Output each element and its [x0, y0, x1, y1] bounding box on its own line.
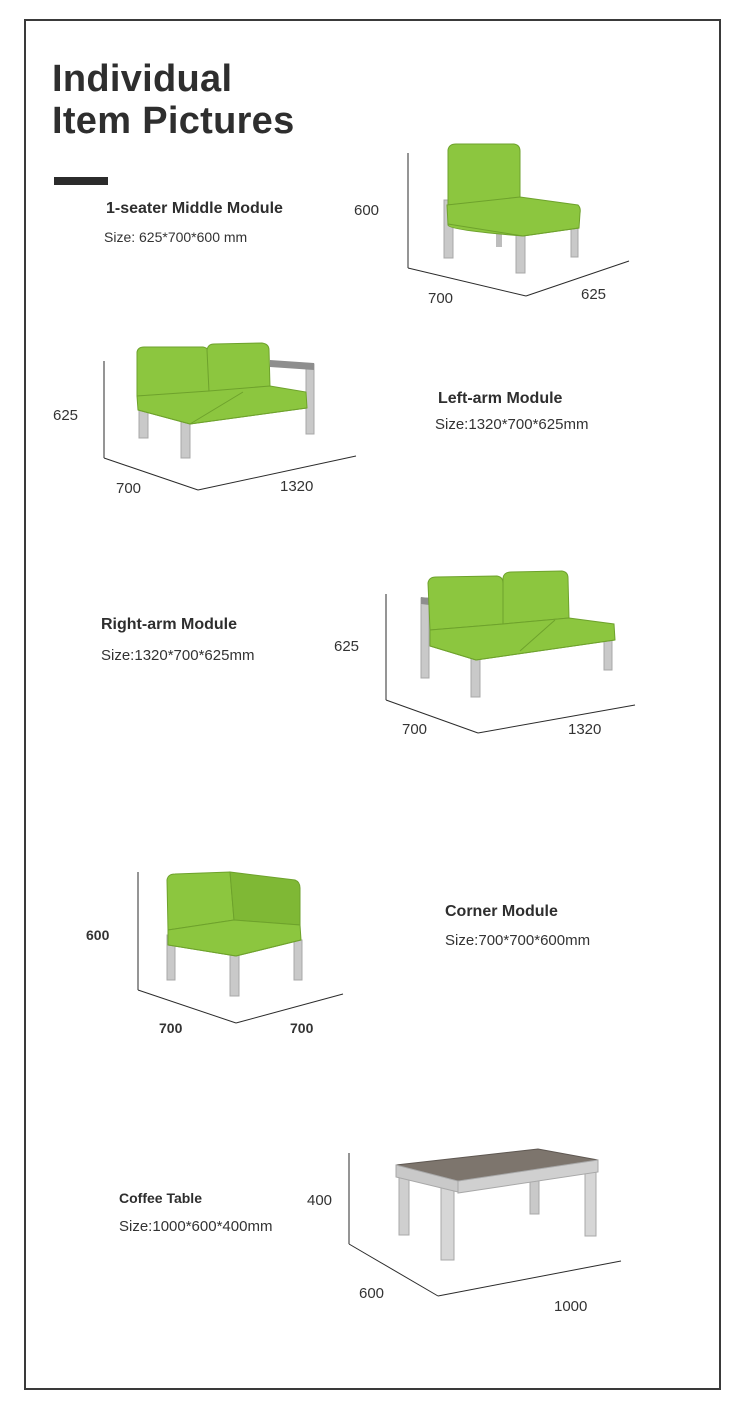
- item-size-corner-module: Size:700*700*600mm: [445, 932, 591, 949]
- dim-height-right-arm-module: 625: [334, 638, 360, 655]
- dim-width-left-arm-module: 1320: [280, 478, 314, 495]
- item-size-middle-module: Size: 625*700*600 mm: [104, 229, 248, 245]
- item-name-left-arm-module: Left-arm Module: [438, 390, 563, 407]
- dim-width-middle-module: 625: [581, 286, 607, 303]
- dim-height-corner-module: 600: [86, 927, 110, 943]
- item-name-right-arm-module: Right-arm Module: [101, 616, 237, 633]
- item-size-coffee-table: Size:1000*600*400mm: [119, 1218, 273, 1235]
- dim-width-coffee-table: 1000: [554, 1298, 588, 1315]
- dim-depth-left-arm-module: 700: [116, 480, 142, 497]
- dim-height-middle-module: 600: [354, 202, 380, 219]
- item-name-corner-module: Corner Module: [445, 903, 558, 920]
- item-name-coffee-table: Coffee Table: [119, 1190, 202, 1206]
- dim-depth-coffee-table: 600: [359, 1285, 385, 1302]
- dim-height-coffee-table: 400: [307, 1192, 333, 1209]
- coffee-table: [396, 1149, 598, 1260]
- item-name-middle-module: 1-seater Middle Module: [106, 200, 283, 217]
- dim-depth-middle-module: 700: [428, 290, 454, 307]
- page-title-line-1: Individual: [52, 58, 233, 100]
- page-title-line-2: Item Pictures: [52, 100, 295, 142]
- dim-depth-corner-module: 700: [159, 1020, 183, 1036]
- item-size-left-arm-module: Size:1320*700*625mm: [435, 416, 589, 433]
- dim-width-corner-module: 700: [290, 1020, 314, 1036]
- dim-width-right-arm-module: 1320: [568, 721, 602, 738]
- dim-depth-right-arm-module: 700: [402, 721, 428, 738]
- item-size-right-arm-module: Size:1320*700*625mm: [101, 647, 255, 664]
- dim-height-left-arm-module: 625: [53, 407, 79, 424]
